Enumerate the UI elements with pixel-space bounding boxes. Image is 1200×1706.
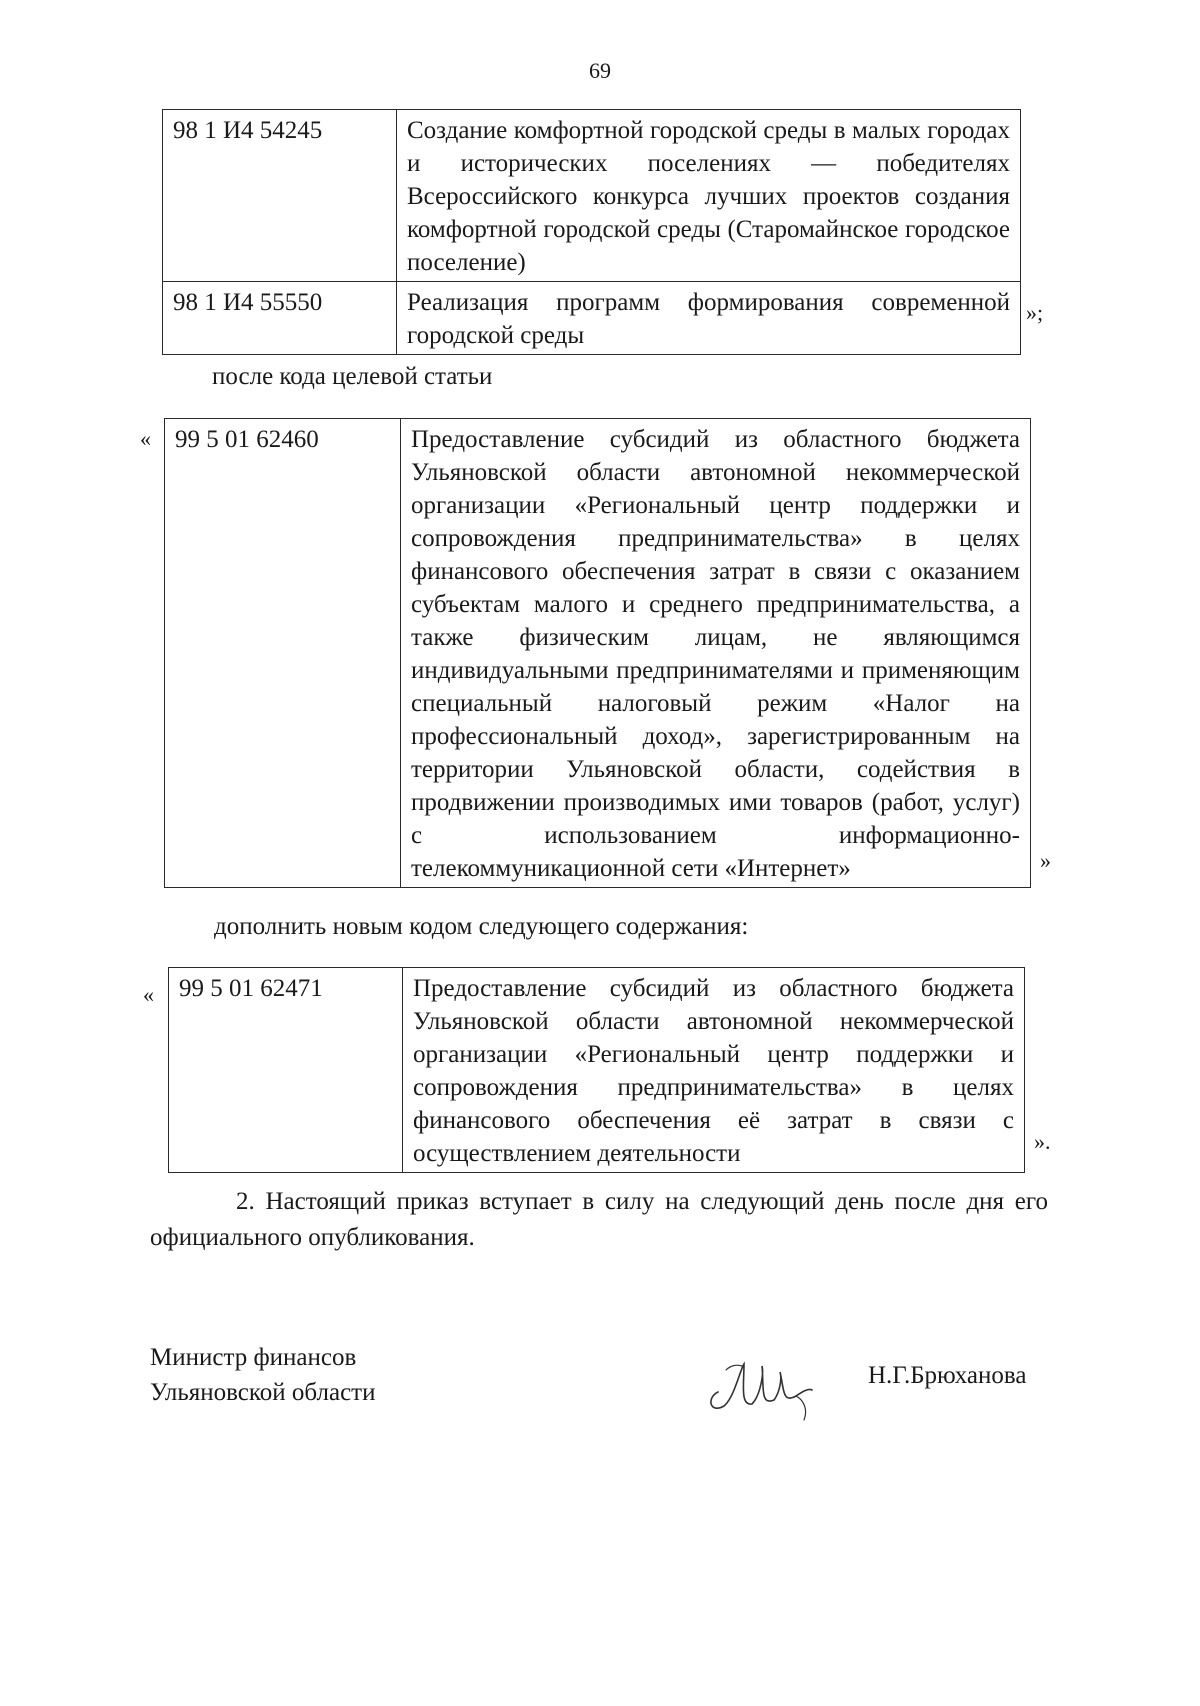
signer-name: Н.Г.Брюханова	[868, 1362, 1027, 1389]
table-row	[163, 110, 1021, 282]
target-article-code: 98 1 И4 54245	[163, 110, 397, 282]
signer-title-line1: Министр финансов	[150, 1344, 357, 1371]
target-article-description: Предоставление субсидий из областного бюджета Ульяновской области автономной некоммерческой организации «Региональный центр поддержки и сопровождения предпринимательства» в целях финансового обеспечения её затрат в связи с осуществлением деятельности	[403, 968, 1025, 1173]
target-article-code: 98 1 И4 55550	[163, 282, 397, 355]
supplement-instruction: дополнить новым кодом следующего содержания:	[214, 913, 749, 940]
opening-quote-2: «	[140, 426, 151, 451]
closing-quote-2: »	[1040, 848, 1051, 873]
page-number: 69	[589, 58, 611, 83]
code-table-2	[164, 418, 1031, 888]
target-article-description: Реализация программ формирования современной городской среды	[397, 282, 1021, 355]
closing-quote-3: ».	[1034, 1129, 1051, 1154]
opening-quote-3: «	[143, 982, 154, 1007]
signer-title	[150, 1340, 375, 1410]
closing-quote-1: »;	[1026, 300, 1044, 325]
code-table-3	[168, 967, 1025, 1173]
target-article-description: Создание комфортной городской среды в малых городах и исторических поселениях — победителях Всероссийского конкурса лучших проектов создания комфортной городской среды (Старомайнское городское поселение)	[397, 110, 1021, 282]
signer-title-line2: Ульяновской области	[150, 1379, 376, 1406]
clause-2-paragraph: 2. Настоящий приказ вступает в силу на следующий день после дня его официального опубликования.	[150, 1188, 1048, 1251]
target-article-code: 99 5 01 62460	[165, 419, 401, 888]
table-row	[165, 419, 1031, 888]
after-code-instruction: после кода целевой статьи	[212, 363, 493, 390]
target-article-description: Предоставление субсидий из областного бюджета Ульяновской области автономной некоммерческой организации «Региональный центр поддержки и сопровождения предпринимательства» в целях финансового обеспечения затрат в связи с оказанием субъектам малого и среднего предпринимательства, а также физическим лицам, не являющимся индивидуальными предпринимателями и применяющим специальный налоговый режим «Налог на профессиональный доход», зарегистрированным на территории Ульяновской области, содействия в продвижении производимых ими товаров (работ, услуг) с использованием информационно-телекоммуникационной сети «Интернет»	[401, 419, 1031, 888]
table-row	[169, 968, 1025, 1173]
table-row	[163, 282, 1021, 355]
handwritten-signature	[700, 1348, 820, 1428]
code-table-1	[162, 109, 1021, 355]
target-article-code: 99 5 01 62471	[169, 968, 403, 1173]
